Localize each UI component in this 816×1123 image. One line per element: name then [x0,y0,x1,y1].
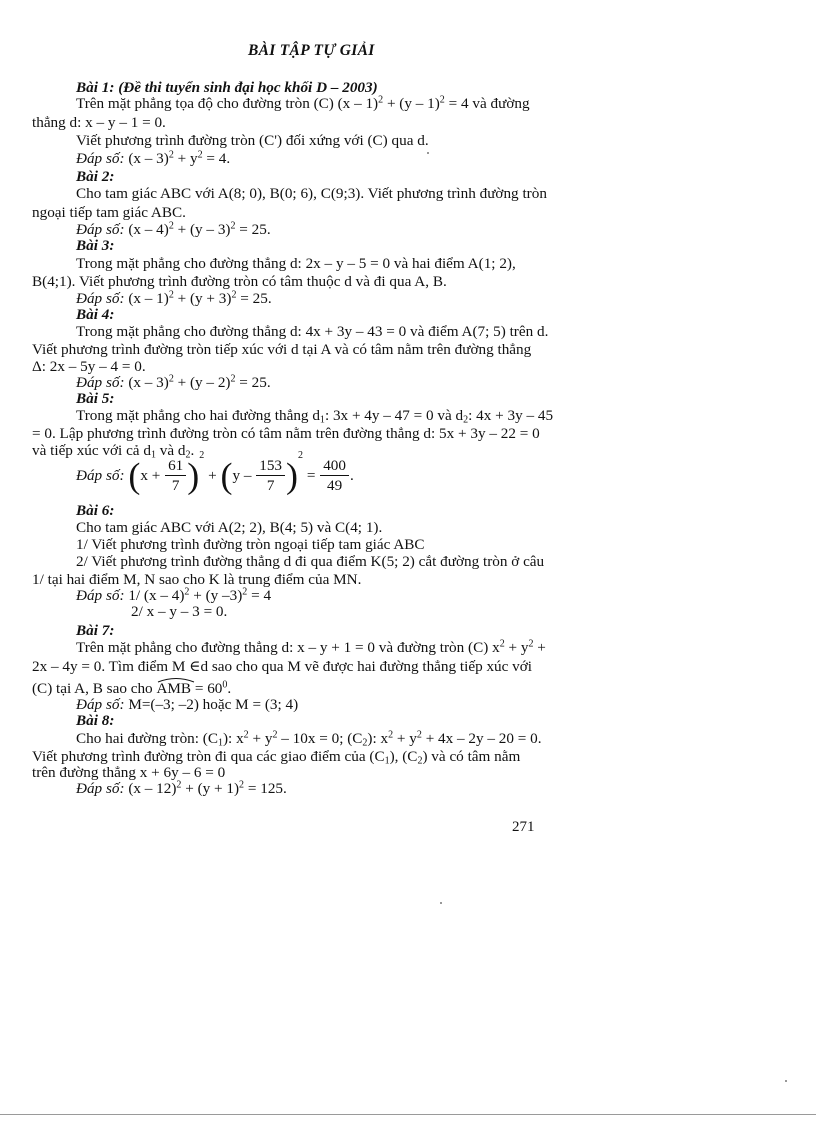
fraction-153-7: $\frac{153}{7}$ [256,458,285,493]
problem-7-text-line-2: 2x – 4y = 0. Tìm điểm M ∈d sao cho qua M vẽ được hai đường thẳng tiếp xúc với [32,658,533,675]
problem-3-heading: Bài 3: [76,237,115,254]
problem-6-text-line-2: 1/ Viết phương trình đường tròn ngoại tiếp tam giác ABC [76,536,425,553]
fraction-400-49: $\frac{400}{49}$ [320,458,349,493]
problem-6-text-line-3: 2/ Viết phương trình đường thẳng d đi qua điểm K(5; 2) cắt đường tròn ở câu [76,553,545,570]
scan-speck [785,1080,787,1082]
problem-1-heading: Bài 1: (Đề thi tuyển sinh đại học khối D – 2003) [76,79,378,96]
problem-2-answer: Đáp số: (x – 4)$^2$ + (y – 3)$^2$ = 25. [76,220,271,238]
problem-5-heading: Bài 5: [76,390,115,407]
problem-4-heading: Bài 4: [76,306,115,323]
problem-6-text-line-4: 1/ tại hai điểm M, N sao cho K là trung điểm của MN. [32,571,362,588]
problem-3-text-line-2: B(4;1). Viết phương trình đường tròn có tâm thuộc d và đi qua A, B. [32,273,447,290]
scan-bottom-edge [0,1114,816,1115]
problem-1-answer: Đáp số: $(x - 3)^2 + y^2 = 4$. [76,149,231,167]
problem-6-text-line-1: Cho tam giác ABC với A(2; 2), B(4; 5) và C(4; 1). [76,519,383,536]
angle-arc: AMB [156,681,191,696]
scan-speck [440,902,442,904]
page-number: 271 [512,819,535,835]
problem-5-text-line-3: và tiếp xúc với cả $d_1$ và $d_2$. [32,442,195,461]
fraction-61-7: $\frac{61}{7}$ [165,458,186,493]
problem-4-text-line-3: Δ: 2x – 5y – 4 = 0. [32,358,146,375]
problem-7-text-line-3: (C) tại A, B sao cho AMB = $60^0$. [32,679,232,697]
problem-8-text-line-1: Cho hai đường tròn: $(C_1)$: $x^2 + y^2 - 10x = 0$; $(C_2)$: $x^2 + y^2 + 4x - 2y - 20 = 0$. [76,729,542,749]
problem-7-answer: Đáp số: M=(–3; –2) hoặc M = (3; 4) [76,696,299,713]
problem-8-text-line-2: Viết phương trình đường tròn đi qua các giao điểm của $(C_1)$, $(C_2)$ và có tâm nằm [32,748,521,767]
problem-2-heading: Bài 2: [76,168,115,185]
page-title: BÀI TẬP TỰ GIẢI [248,42,375,59]
problem-1-text-line-3: Viết phương trình đường tròn (C') đối xứng với (C) qua d. [76,132,429,149]
scan-speck [427,152,429,154]
problem-8-heading: Bài 8: [76,712,115,729]
problem-3-text-line-1: Trong mặt phẳng cho đường thẳng d: 2x – y – 5 = 0 và hai điểm A(1; 2), [76,255,516,272]
problem-2-text-line-2: ngoại tiếp tam giác ABC. [32,204,186,221]
problem-6-heading: Bài 6: [76,502,115,519]
problem-4-text-line-2: Viết phương trình đường tròn tiếp xúc với d tại A và có tâm nằm trên đường thẳng [32,341,532,358]
problem-1-text-line-2: thẳng d: x – y – 1 = 0. [32,114,166,131]
problem-8-text-line-3: trên đường thẳng x + 6y – 6 = 0 [32,764,226,781]
problem-5-text-line-1: Trong mặt phẳng cho hai đường thẳng $d_1$: 3x + 4y – 47 = 0 và $d_2$: 4x + 3y – 45 [76,407,554,426]
problem-8-answer: Đáp số: $(x - 12)^2 + (y + 1)^2 = 125$. [76,779,287,797]
problem-3-answer: Đáp số: $(x - 1)^2 + (y + 3)^2 = 25$. [76,289,272,307]
problem-1-text-line-1: Trên mặt phẳng tọa độ cho đường tròn (C) (x – 1)$^2$ + (y – 1)$^2$ = 4 và đường [76,94,530,112]
problem-6-answer-2: 2/ x – y – 3 = 0. [131,603,228,620]
problem-7-text-line-1: Trên mặt phẳng cho đường thẳng d: x – y + 1 = 0 và đường tròn (C) $x^2 + y^2$ + [76,638,546,656]
problem-4-answer: Đáp số: (x – 3)$^2$ + (y – 2)$^2$ = 25. [76,373,271,391]
problem-6-answer-1: Đáp số: 1/ (x – 4)$^2$ + (y –3)$^2$ = 4 [76,586,272,604]
problem-4-text-line-1: Trong mặt phẳng cho đường thẳng d: 4x + 3y – 43 = 0 và điểm A(7; 5) trên d. [76,323,549,340]
problem-2-text-line-1: Cho tam giác ABC với A(8; 0), B(0; 6), C(9;3). Viết phương trình đường tròn [76,185,547,202]
problem-5-text-line-2: = 0. Lập phương trình đường tròn có tâm nằm trên đường thẳng d: 5x + 3y – 22 = 0 [32,425,540,442]
problem-5-answer: Đáp số: (x + $\frac{61}{7}$ )$^2$ + (y – $\frac{153}{7}$ )$^2$ = $\frac{400}{49}$ . [76,450,354,496]
problem-7-heading: Bài 7: [76,622,115,639]
